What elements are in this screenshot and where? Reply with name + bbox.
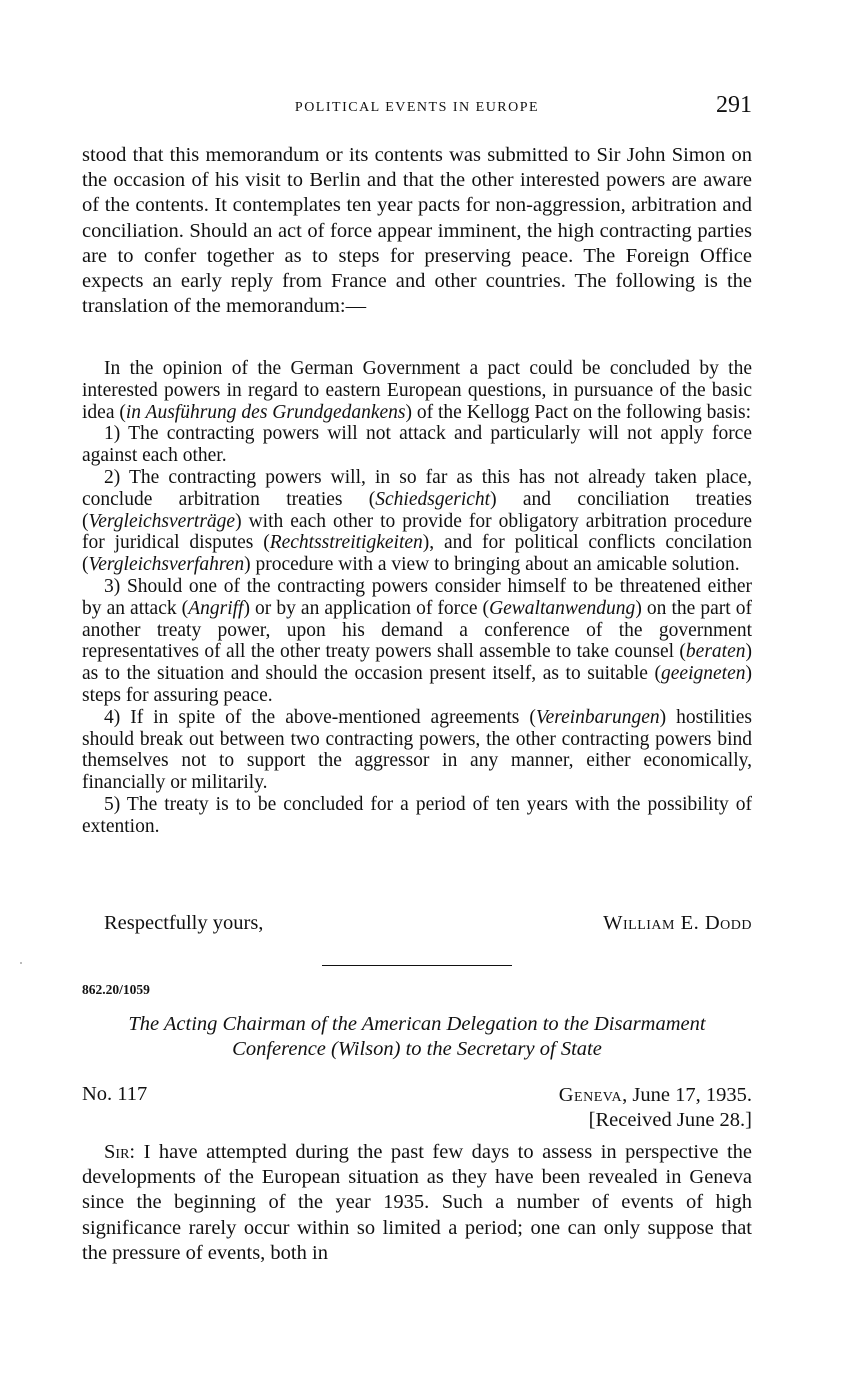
scan-speck: [20, 962, 22, 964]
text-run: ) of the Kellogg Pact on the following basis:: [405, 401, 752, 423]
file-number: 862.20/1059: [82, 982, 150, 997]
german-term: Vergleichsverträge: [88, 510, 236, 532]
document-number: No. 117: [82, 1083, 148, 1105]
memorandum-point-4: [82, 707, 752, 794]
german-term: geeigneten: [661, 663, 746, 685]
german-term: beraten: [685, 641, 746, 663]
letter-salutation: Sir: [104, 1141, 130, 1163]
text-run: ) steps for assuring peace.: [82, 663, 752, 706]
letter-text: : I have attempted during the past few days to assess in perspective the developments of the European situation as they have been revealed in Geneva since the beginning of the year 1935. Such a number of events of high significance rarely occur within so limited a period; one can only suppose that the pressure of events, both in: [82, 1141, 752, 1264]
german-term: Schiedsgericht: [375, 488, 491, 510]
page-header: [82, 92, 752, 122]
place-date: [559, 1083, 752, 1108]
text-run: ) or by an application of force (: [243, 597, 490, 619]
text-run: ) and conciliation treaties (: [82, 488, 752, 532]
text-run: ), and for political conflicts concilation (: [82, 532, 752, 576]
text-run: ) with each other to provide for obligatory arbitration procedure for juridical disputes (: [82, 510, 752, 554]
memorandum-point-3: [82, 576, 752, 707]
page-number: 291: [716, 92, 752, 118]
text-run: ) procedure with a view to bringing about an amicable solution.: [244, 554, 740, 576]
text-run: In the opinion of the German Government a pact could be concluded by the interested powers in regard to eastern European questions, in pursuance of the basic idea (: [82, 358, 752, 423]
text-run: ) on the part of another treaty power, upon his demand a conference of the government representatives of all the other treaty powers shall assemble to take counsel (: [82, 597, 752, 663]
intro-paragraph: stood that this memorandum or its contents was submitted to Sir John Simon on the occasion of his visit to Berlin and that the other interested powers are aware of the contents. It contemplates ten year pacts for non-aggression, arbitration and conciliation. Should an act of force appear imminent, the high contracting parties are to confer together as to steps for preserving peace. The Foreign Office expects an early reply from France and other countries. The following is the translation of the memorandum:—: [82, 144, 752, 318]
closing-block: [82, 912, 752, 940]
memorandum-point-2: [82, 467, 752, 576]
dateline: [559, 1083, 752, 1133]
memorandum-text: [82, 358, 752, 838]
letter-body: [82, 1140, 752, 1266]
memorandum-point-5: 5) The treaty is to be concluded for a period of ten years with the possibility of extention.: [82, 793, 752, 837]
text-run: 2) The contracting powers will, in so far as this has not already taken place, conclude arbitration treaties (: [82, 466, 752, 510]
salutation-closing: Respectfully yours,: [104, 912, 264, 934]
signature: William E. Dodd: [603, 912, 752, 934]
received-date: [Received June 28.]: [588, 1109, 752, 1131]
text-run: ) as to the situation and should the occasion present itself, as to suitable (: [82, 641, 752, 685]
text-run: ) hostilities should break out between two contracting powers, the other contracting powers bind themselves not to support the aggressor in any manner, either economically, financially or militarily.: [82, 706, 752, 794]
document-heading: [82, 1012, 752, 1062]
text-run: 4) If in spite of the above-mentioned agreements (: [104, 706, 536, 728]
heading-line-1: The Acting Chairman of the American Delegation to the Disarmament: [128, 1013, 706, 1035]
date: , June 17, 1935.: [622, 1084, 752, 1106]
memorandum-point-1: 1) The contracting powers will not attack and particularly will not apply force against each other.: [82, 423, 752, 467]
german-term: in Ausführung des Grundgedankens: [125, 401, 406, 423]
section-divider: [322, 965, 512, 966]
german-term: Vereinbarungen: [535, 706, 660, 728]
place: Geneva: [558, 1084, 623, 1106]
heading-line-2: Conference (Wilson) to the Secretary of State: [232, 1038, 602, 1060]
running-head: POLITICAL EVENTS IN EUROPE: [294, 100, 540, 115]
memorandum-opening: [82, 358, 752, 423]
german-term: Vergleichsverfahren: [88, 554, 245, 576]
german-term: Rechtsstreitigkeiten: [269, 532, 423, 554]
german-term: Gewaltanwendung: [489, 597, 636, 619]
german-term: Angriff: [188, 597, 244, 619]
text-run: 3) Should one of the contracting powers consider himself to be threatened either by an attack (: [82, 575, 752, 619]
